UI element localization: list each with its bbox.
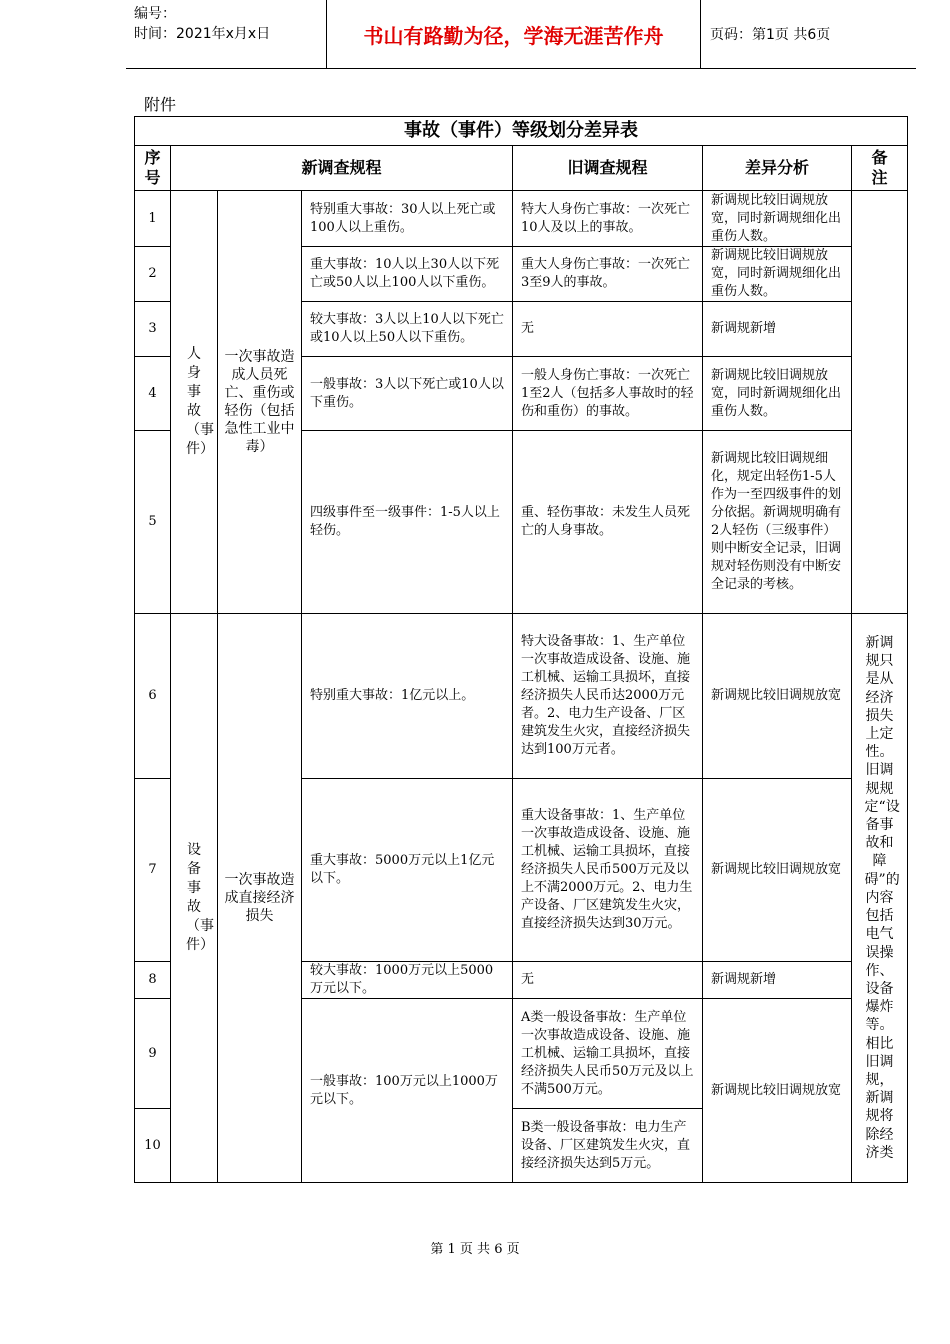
row-diff: 新调规新增 [703, 302, 852, 357]
row-no: 10 [135, 1109, 171, 1183]
row-new: 较大事故：3人以上10人以下死亡或10人以上50人以下重伤。 [302, 302, 513, 357]
remark-equipment: 新调规只是从经济损失上定性。旧调规规定“设备事故和障碍”的内容包括电气误操作、设备爆炸等。相比旧调规，新调规将除经济类 [852, 614, 908, 1183]
row-old: 特大人身伤亡事故：一次死亡10人及以上的事故。 [513, 191, 703, 247]
table-row [135, 191, 908, 247]
row-new: 重大事故：10人以上30人以下死亡或50人以上100人以下重伤。 [302, 247, 513, 302]
table-row [135, 614, 908, 779]
row-old: 无 [513, 302, 703, 357]
time-label: 时间：2021年x月x日 [134, 26, 271, 42]
row-new: 一般事故：100万元以上1000万元以下。 [302, 999, 513, 1183]
header-motto: 书山有路勤为径，学海无涯苦作舟 [363, 24, 664, 48]
row-old: 重大设备事故：1、生产单位一次事故造成设备、设施、施工机械、运输工具损坏，直接经济损失人民币500万元及以上不满2000万元。2、电力生产设备、厂区建筑发生火灾，直接经济损失达到30万元。 [513, 779, 703, 962]
category-personal: 人身事故（事件） [171, 191, 218, 614]
row-diff: 新调规新增 [703, 962, 852, 999]
row-no: 4 [135, 357, 171, 431]
row-diff: 新调规比较旧调规放宽，同时新调规细化出重伤人数。 [703, 247, 852, 302]
remark-personal [852, 191, 908, 614]
row-new: 重大事故：5000万元以上1亿元以下。 [302, 779, 513, 962]
page-header [126, 0, 916, 69]
row-old: 重、轻伤事故：未发生人员死亡的人身事故。 [513, 431, 703, 614]
page-footer: 第 1 页 共 6 页 [430, 1242, 520, 1257]
row-new: 四级事件至一级事件：1-5人以上轻伤。 [302, 431, 513, 614]
row-new: 特别重大事故：1亿元以上。 [302, 614, 513, 779]
row-new: 较大事故：1000万元以上5000万元以下。 [302, 962, 513, 999]
row-old: A类一般设备事故：生产单位一次事故造成设备、设施、施工机械、运输工具损坏，直接经济损失人民币50万元及以上不满500万元。 [513, 999, 703, 1109]
table-title-row [135, 117, 908, 146]
row-no: 9 [135, 999, 171, 1109]
header-remark: 备注 [852, 146, 908, 191]
header-page-label: 页码：第1页 共6页 [710, 27, 831, 43]
row-diff: 新调规比较旧调规细化，规定出轻伤1-5人作为一至四级事件的划分依据。新调规明确有2人轻伤（三级事件）则中断安全记录，旧调规对轻伤则没有中断安全记录的考核。 [703, 431, 852, 614]
difference-table [134, 116, 908, 1183]
row-old: 一般人身伤亡事故：一次死亡1至2人（包括多人事故时的轻伤和重伤）的事故。 [513, 357, 703, 431]
header-seq: 序号 [135, 146, 171, 191]
row-no: 5 [135, 431, 171, 614]
header-old-rules: 旧调查规程 [513, 146, 703, 191]
row-no: 1 [135, 191, 171, 247]
row-diff: 新调规比较旧调规放宽，同时新调规细化出重伤人数。 [703, 191, 852, 247]
category-equipment: 设备事故（事件） [171, 614, 218, 1183]
header-diff: 差异分析 [703, 146, 852, 191]
desc-equipment: 一次事故造成直接经济损失 [218, 614, 302, 1183]
annex-label: 附件 [144, 95, 177, 114]
header-meta [134, 4, 270, 44]
row-new: 特别重大事故：30人以上死亡或100人以上重伤。 [302, 191, 513, 247]
row-old: 特大设备事故：1、生产单位一次事故造成设备、设施、施工机械、运输工具损坏，直接经济损失人民币达2000万元者。2、电力生产设备、厂区建筑发生火灾，直接经济损失达到100万元者。 [513, 614, 703, 779]
row-no: 8 [135, 962, 171, 999]
table-title: 事故（事件）等级划分差异表 [135, 117, 908, 146]
row-no: 3 [135, 302, 171, 357]
row-old: 无 [513, 962, 703, 999]
row-old: 重大人身伤亡事故：一次死亡3至9人的事故。 [513, 247, 703, 302]
row-no: 6 [135, 614, 171, 779]
row-new: 一般事故：3人以下死亡或10人以下重伤。 [302, 357, 513, 431]
serial-label: 编号： [134, 6, 176, 22]
row-diff: 新调规比较旧调规放宽 [703, 999, 852, 1183]
row-diff: 新调规比较旧调规放宽 [703, 614, 852, 779]
row-old: B类一般设备事故：电力生产设备、厂区建筑发生火灾，直接经济损失达到5万元。 [513, 1109, 703, 1183]
header-divider [700, 0, 701, 68]
row-no: 7 [135, 779, 171, 962]
row-diff: 新调规比较旧调规放宽 [703, 779, 852, 962]
row-diff: 新调规比较旧调规放宽，同时新调规细化出重伤人数。 [703, 357, 852, 431]
table-header-row [135, 146, 908, 191]
header-new-rules: 新调查规程 [171, 146, 513, 191]
row-no: 2 [135, 247, 171, 302]
desc-personal: 一次事故造成人员死亡、重伤或轻伤（包括急性工业中毒） [218, 191, 302, 614]
